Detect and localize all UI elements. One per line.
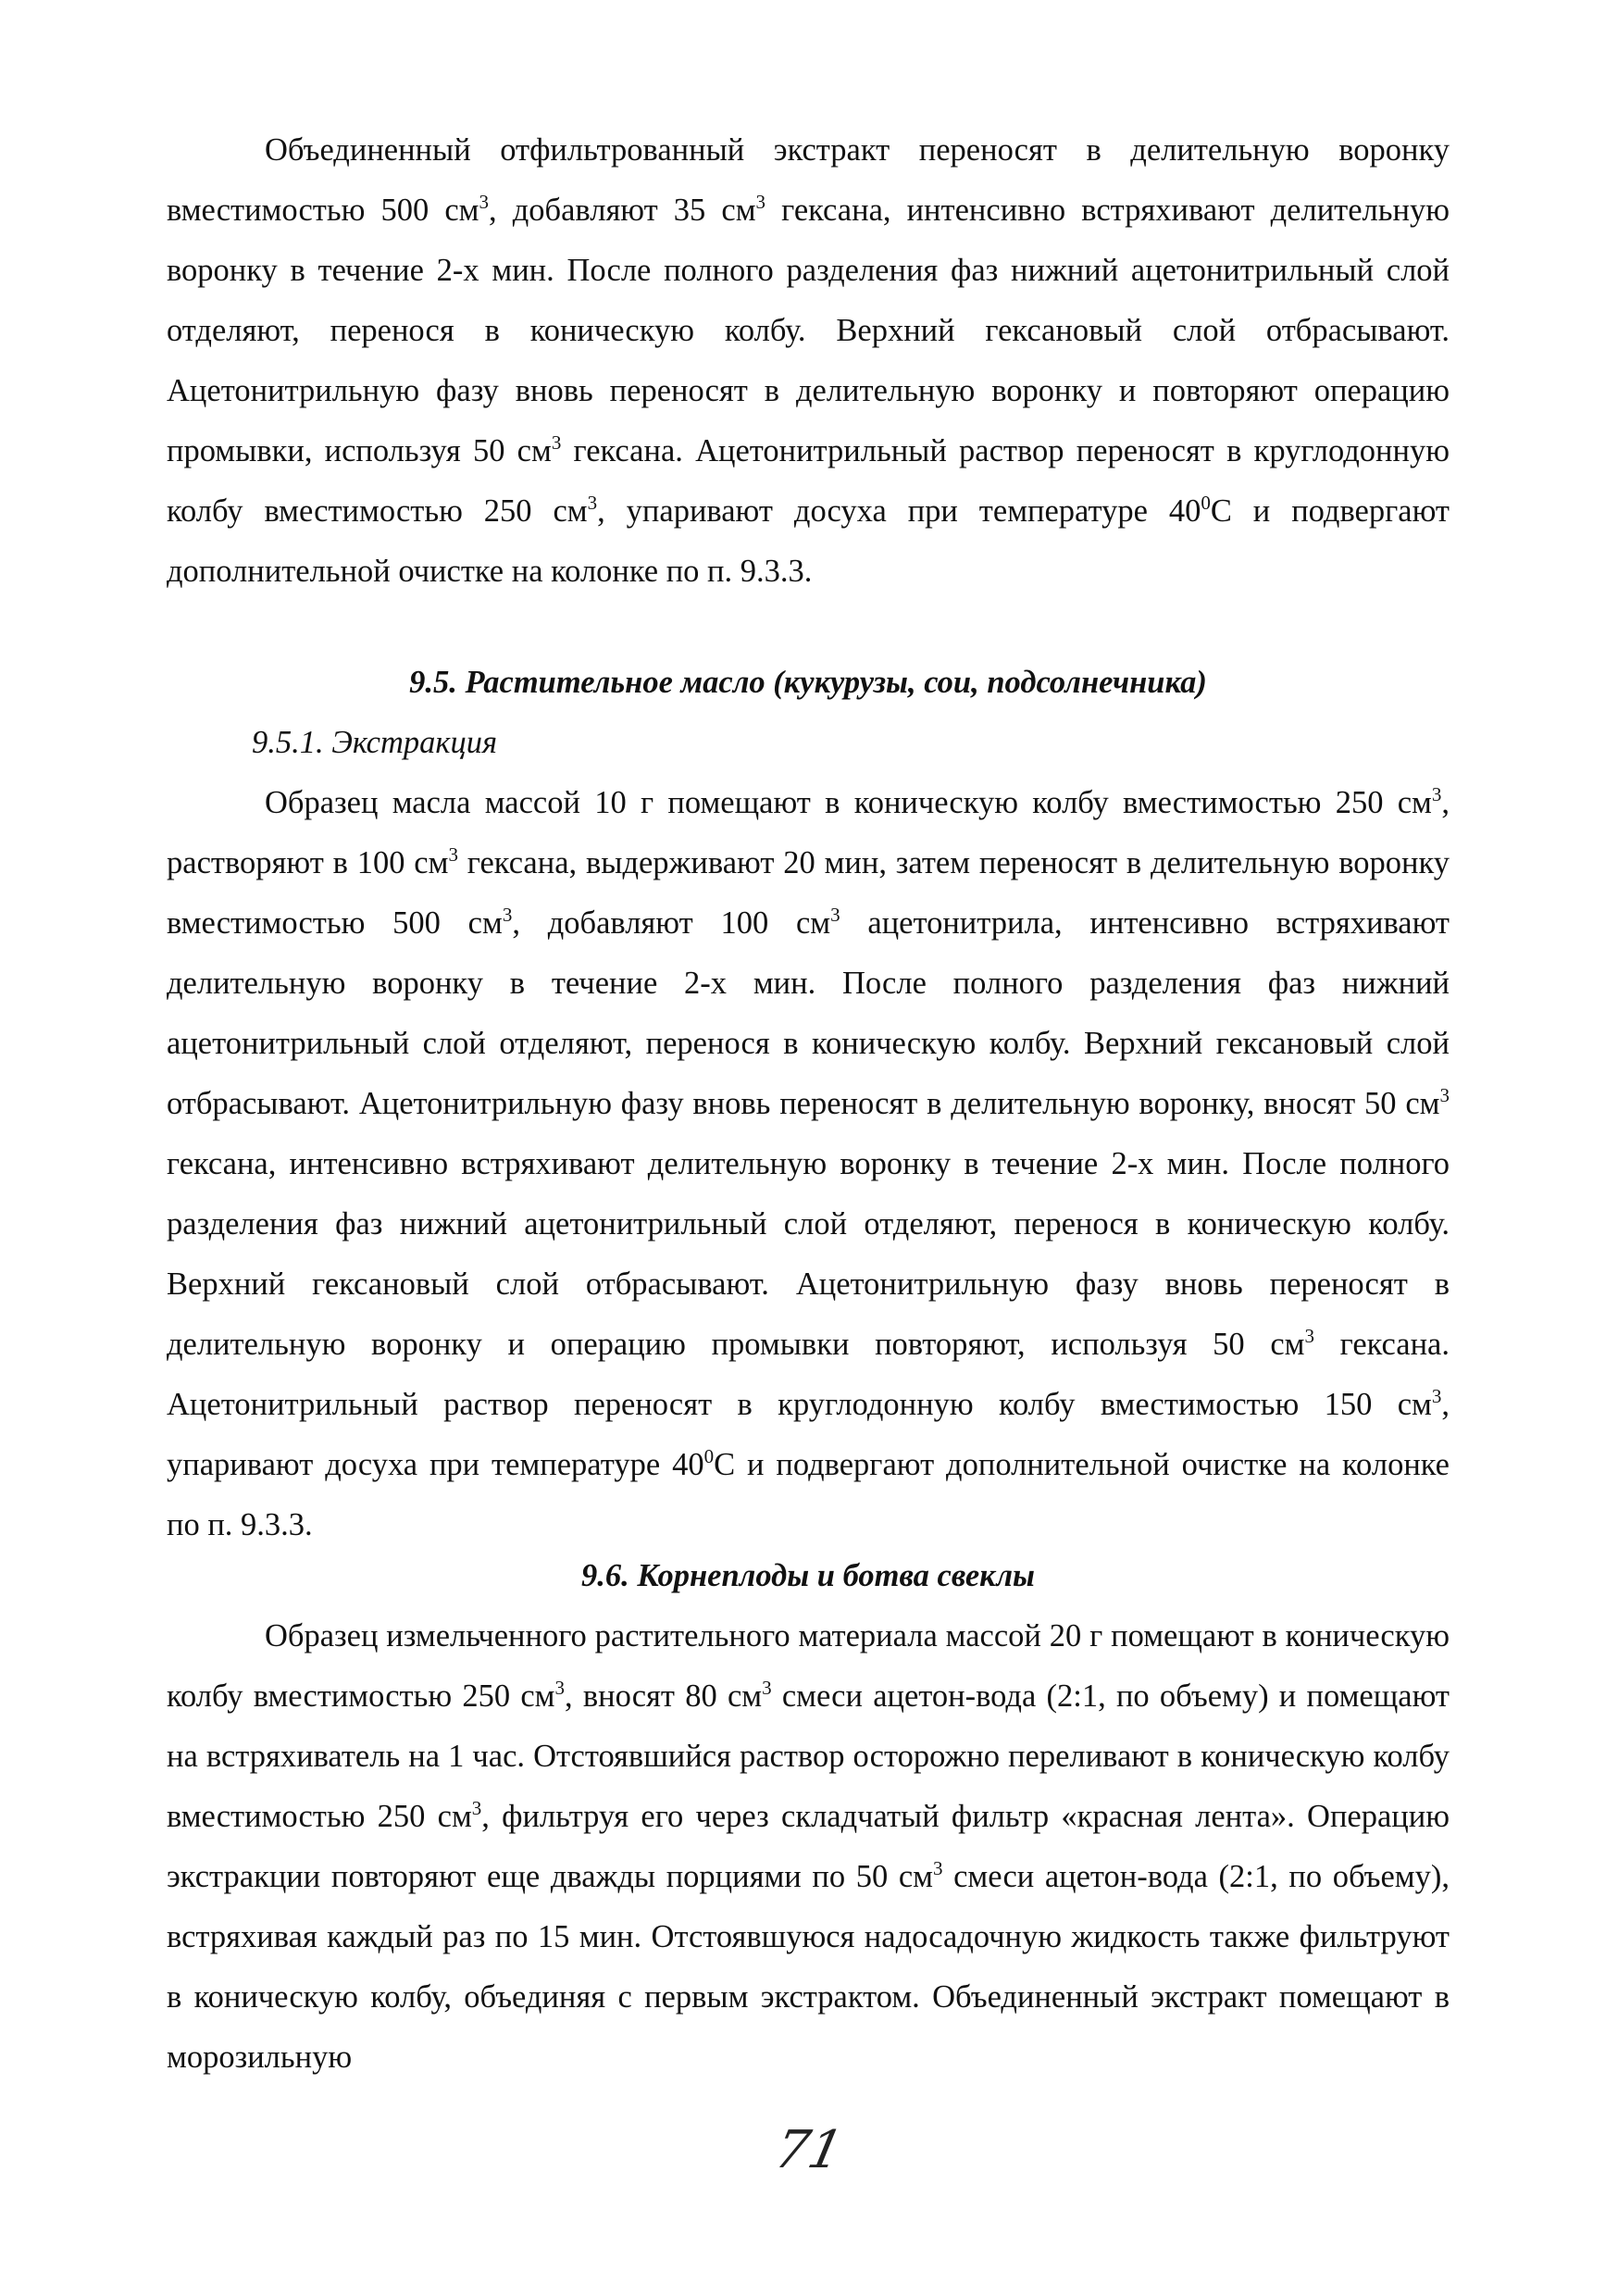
section-9-5 bbox=[167, 653, 1450, 1555]
paragraph-text: Объединенный отфильтрованный экстракт переносят в делительную воронку вместимостью 500 $см^3$, добавляют 35 $см^3$ гексана, интенсивно встряхивают делительную воронку в течение 2-х мин. После полного разделения фаз нижний ацетонитрильный слой отделяют, перенося в коническую колбу. Верхний гексановый слой отбрасывают. Ацетонитрильную фазу вновь переносят в делительную воронку и повторяют операцию промывки, используя 50 $см^3$ гексана. Ацетонитрильный раствор переносят в круглодонную колбу вместимостью 250 $см^3$, упаривают досуха при температуре $40^0С$ и подвергают дополнительной очистке на колонке по п. 9.3.3. bbox=[167, 132, 1450, 589]
section-title: 9.5. Растительное масло (кукурузы, сои, подсолнечника) bbox=[409, 665, 1207, 700]
section-9-6 bbox=[167, 1546, 1450, 2088]
paragraph-oil-extraction: Образец масла массой 10 г помещают в коническую колбу вместимостью 250 $см^3$, растворяют в 100 $см^3$ гексана, выдерживают 20 мин, затем переносят в делительную воронку вместимостью 500 $см^3$, добавляют 100 $см^3$ ацетонитрила, интенсивно встряхивают делительную воронку в течение 2-х мин. После полного разделения фаз нижний ацетонитрильный слой отделяют, перенося в коническую колбу. Верхний гексановый слой отбрасывают. Ацетонитрильную фазу вновь переносят в делительную воронку, вносят 50 $см^3$ гексана, интенсивно встряхивают делительную воронку в течение 2-х мин. После полного разделения фаз нижний ацетонитрильный слой отделяют, перенося в коническую колбу. Верхний гексановый слой отбрасывают. Ацетонитрильную фазу вновь переносят в делительную воронку и операцию промывки повторяют, используя 50 $см^3$ гексана. Ацетонитрильный раствор переносят в круглодонную колбу вместимостью 150 $см^3$, упаривают досуха при температуре $40^0С$ и подвергают дополнительной очистке на колонке по п. 9.3.3. bbox=[167, 783, 1450, 1542]
paragraph-extract-washing bbox=[167, 120, 1450, 602]
paragraph-beet-extraction: Образец измельченного растительного материала массой 20 г помещают в коническую колбу вместимостью 250 $см^3$, вносят 80 $см^3$ смеси ацетон-вода (2:1, по объему) и помещают на встряхиватель на 1 час. Отстоявшийся раствор осторожно переливают в коническую колбу вместимостью 250 $см^3$, фильтруя его через складчатый фильтр «красная лента». Операцию экстракции повторяют еще дважды порциями по 50 $см^3$ смеси ацетон-вода (2:1, по объему), встряхивая каждый раз по 15 мин. Отстоявшуюся надосадочную жидкость также фильтруют в коническую колбу, объединяя с первым экстрактом. Объединенный экстракт помещают в морозильную bbox=[167, 1618, 1450, 2075]
section-title: 9.6. Корнеплоды и ботва свеклы bbox=[581, 1558, 1035, 1593]
page-number: 71 bbox=[769, 2120, 849, 2180]
subsection-title: 9.5.1. Экстракция bbox=[252, 725, 498, 760]
